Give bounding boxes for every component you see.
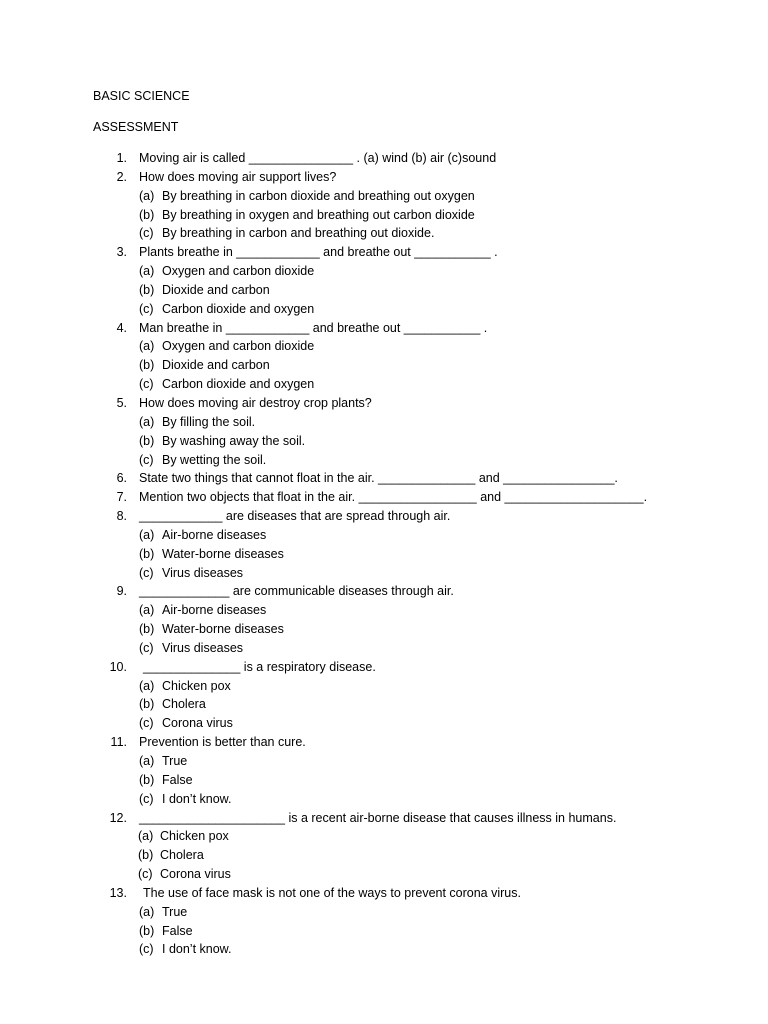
option-text: Water-borne diseases <box>162 622 284 637</box>
option-text: Corona virus <box>162 716 233 731</box>
question-text: ______________ is a respiratory disease. <box>143 659 376 674</box>
option-text: Air-borne diseases <box>162 603 267 618</box>
answer-option <box>0 865 768 884</box>
option-label: (c) <box>139 301 154 316</box>
question-text: _____________________ is a recent air-borne disease that causes illness in humans. <box>139 810 617 825</box>
question-text: Man breathe in ____________ and breathe out ___________ . <box>139 320 488 335</box>
question-item <box>0 809 768 828</box>
answer-option <box>0 620 768 639</box>
option-text: False <box>162 772 193 787</box>
option-text: Air-borne diseases <box>162 527 267 542</box>
answer-option <box>0 922 768 941</box>
question-text: Moving air is called _______________ . (a) wind (b) air (c)sound <box>139 151 497 165</box>
question-text: _____________ are communicable diseases through air. <box>139 584 454 599</box>
option-label: (c) <box>139 377 154 392</box>
option-text: By filling the soil. <box>162 414 256 429</box>
option-label: (a) <box>139 414 155 429</box>
option-text: By washing away the soil. <box>162 433 306 448</box>
answer-option <box>0 790 768 809</box>
answer-option <box>0 375 768 394</box>
question-item <box>0 884 768 903</box>
answer-option <box>0 300 768 319</box>
option-label: (c) <box>139 716 154 731</box>
option-text: Water-borne diseases <box>162 546 284 561</box>
option-label: (b) <box>139 697 155 712</box>
option-label: (a) <box>139 678 155 693</box>
question-item <box>0 243 768 262</box>
option-label: (b) <box>139 433 155 448</box>
question-number: 9. <box>116 584 127 599</box>
question-number: 2. <box>116 169 127 184</box>
option-text: Chicken pox <box>162 678 231 693</box>
document-title: BASIC SCIENCE <box>93 89 190 103</box>
answer-option <box>0 601 768 620</box>
option-text: False <box>162 923 193 938</box>
question-text: State two things that cannot float in the air. ______________ and ________________. <box>139 471 618 486</box>
question-text: ____________ are diseases that are spread through air. <box>139 509 451 524</box>
question-text: The use of face mask is not one of the ways to prevent corona virus. <box>143 885 521 900</box>
question-number: 8. <box>116 509 127 524</box>
question-item <box>0 658 768 677</box>
question-text: Plants breathe in ____________ and breathe out ___________ . <box>139 245 498 260</box>
option-label: (b) <box>139 358 155 373</box>
option-text: I don’t know. <box>162 791 232 806</box>
option-label: (c) <box>139 942 154 957</box>
answer-option <box>0 846 768 865</box>
question-number: 1. <box>116 151 127 165</box>
question-number: 7. <box>116 490 127 505</box>
option-text: True <box>162 904 188 919</box>
question-item <box>0 469 768 488</box>
option-label: (b) <box>139 207 155 222</box>
option-label: (a) <box>139 904 155 919</box>
option-label: (c) <box>139 452 154 467</box>
answer-option <box>0 564 768 583</box>
option-text: Corona virus <box>160 867 231 882</box>
answer-option <box>0 639 768 658</box>
answer-option <box>0 903 768 922</box>
answer-option <box>0 206 768 225</box>
option-text: Cholera <box>160 848 204 863</box>
answer-option <box>0 337 768 356</box>
option-label: (b) <box>139 546 155 561</box>
option-text: Oxygen and carbon dioxide <box>162 339 315 354</box>
option-text: Virus diseases <box>162 640 244 655</box>
option-text: Oxygen and carbon dioxide <box>162 264 315 279</box>
question-item <box>0 168 768 187</box>
option-text: By breathing in carbon dioxide and breathing out oxygen <box>162 188 475 203</box>
question-number: 6. <box>116 471 127 486</box>
answer-option <box>0 695 768 714</box>
answer-option <box>0 356 768 375</box>
answer-option <box>0 545 768 564</box>
option-label: (a) <box>139 188 155 203</box>
option-label: (b) <box>139 772 155 787</box>
option-label: (a) <box>139 264 155 279</box>
question-item <box>0 733 768 752</box>
answer-option <box>0 432 768 451</box>
option-text: Chicken pox <box>160 829 229 844</box>
answer-option <box>0 187 768 206</box>
question-text: Mention two objects that float in the air. _________________ and ____________________. <box>139 490 648 505</box>
option-text: Dioxide and carbon <box>162 282 270 297</box>
option-text: Virus diseases <box>162 565 244 580</box>
option-text: Cholera <box>162 697 206 712</box>
option-label: (a) <box>139 754 155 768</box>
document-subtitle: ASSESSMENT <box>93 120 179 134</box>
option-label: (c) <box>139 226 154 241</box>
question-number: 13. <box>109 885 127 900</box>
option-text: By breathing in oxygen and breathing out carbon dioxide <box>162 207 475 222</box>
question-number: 11. <box>110 735 127 750</box>
option-text: Carbon dioxide and oxygen <box>162 301 315 316</box>
question-text: How does moving air destroy crop plants? <box>139 395 372 410</box>
option-label: (a) <box>139 339 155 354</box>
option-label: (b) <box>138 848 154 863</box>
answer-option <box>0 224 768 243</box>
question-text: Prevention is better than cure. <box>139 735 306 750</box>
option-label: (c) <box>139 565 154 580</box>
answer-option <box>0 827 768 846</box>
option-text: By wetting the soil. <box>162 452 267 467</box>
option-text: Carbon dioxide and oxygen <box>162 377 315 392</box>
question-item <box>0 507 768 526</box>
option-label: (c) <box>139 791 154 806</box>
question-text: How does moving air support lives? <box>139 169 337 184</box>
question-item <box>0 488 768 507</box>
answer-option <box>0 451 768 470</box>
option-label: (a) <box>139 603 155 618</box>
question-item <box>0 582 768 601</box>
question-number: 3. <box>116 245 127 260</box>
answer-option <box>0 526 768 545</box>
question-number: 4. <box>116 320 127 335</box>
answer-option <box>0 940 768 959</box>
answer-option <box>0 714 768 733</box>
option-label: (c) <box>138 867 153 882</box>
answer-option <box>0 262 768 281</box>
question-number: 12. <box>109 810 127 825</box>
option-text: Dioxide and carbon <box>162 358 270 373</box>
question-item <box>0 394 768 413</box>
question-item <box>0 319 768 338</box>
answer-option <box>0 677 768 696</box>
question-list <box>0 149 768 959</box>
question-item <box>0 149 768 168</box>
option-label: (a) <box>139 527 155 542</box>
answer-option <box>0 281 768 300</box>
option-label: (c) <box>139 640 154 655</box>
option-label: (b) <box>139 282 155 297</box>
option-label: (b) <box>139 622 155 637</box>
question-number: 10. <box>109 659 127 674</box>
question-number: 5. <box>116 395 127 410</box>
option-text: By breathing in carbon and breathing out dioxide. <box>162 226 435 241</box>
answer-option <box>0 771 768 790</box>
option-label: (a) <box>138 829 154 844</box>
option-text: True <box>162 754 188 768</box>
answer-option <box>0 752 768 771</box>
option-label: (b) <box>139 923 155 938</box>
option-text: I don’t know. <box>162 942 232 957</box>
answer-option <box>0 413 768 432</box>
